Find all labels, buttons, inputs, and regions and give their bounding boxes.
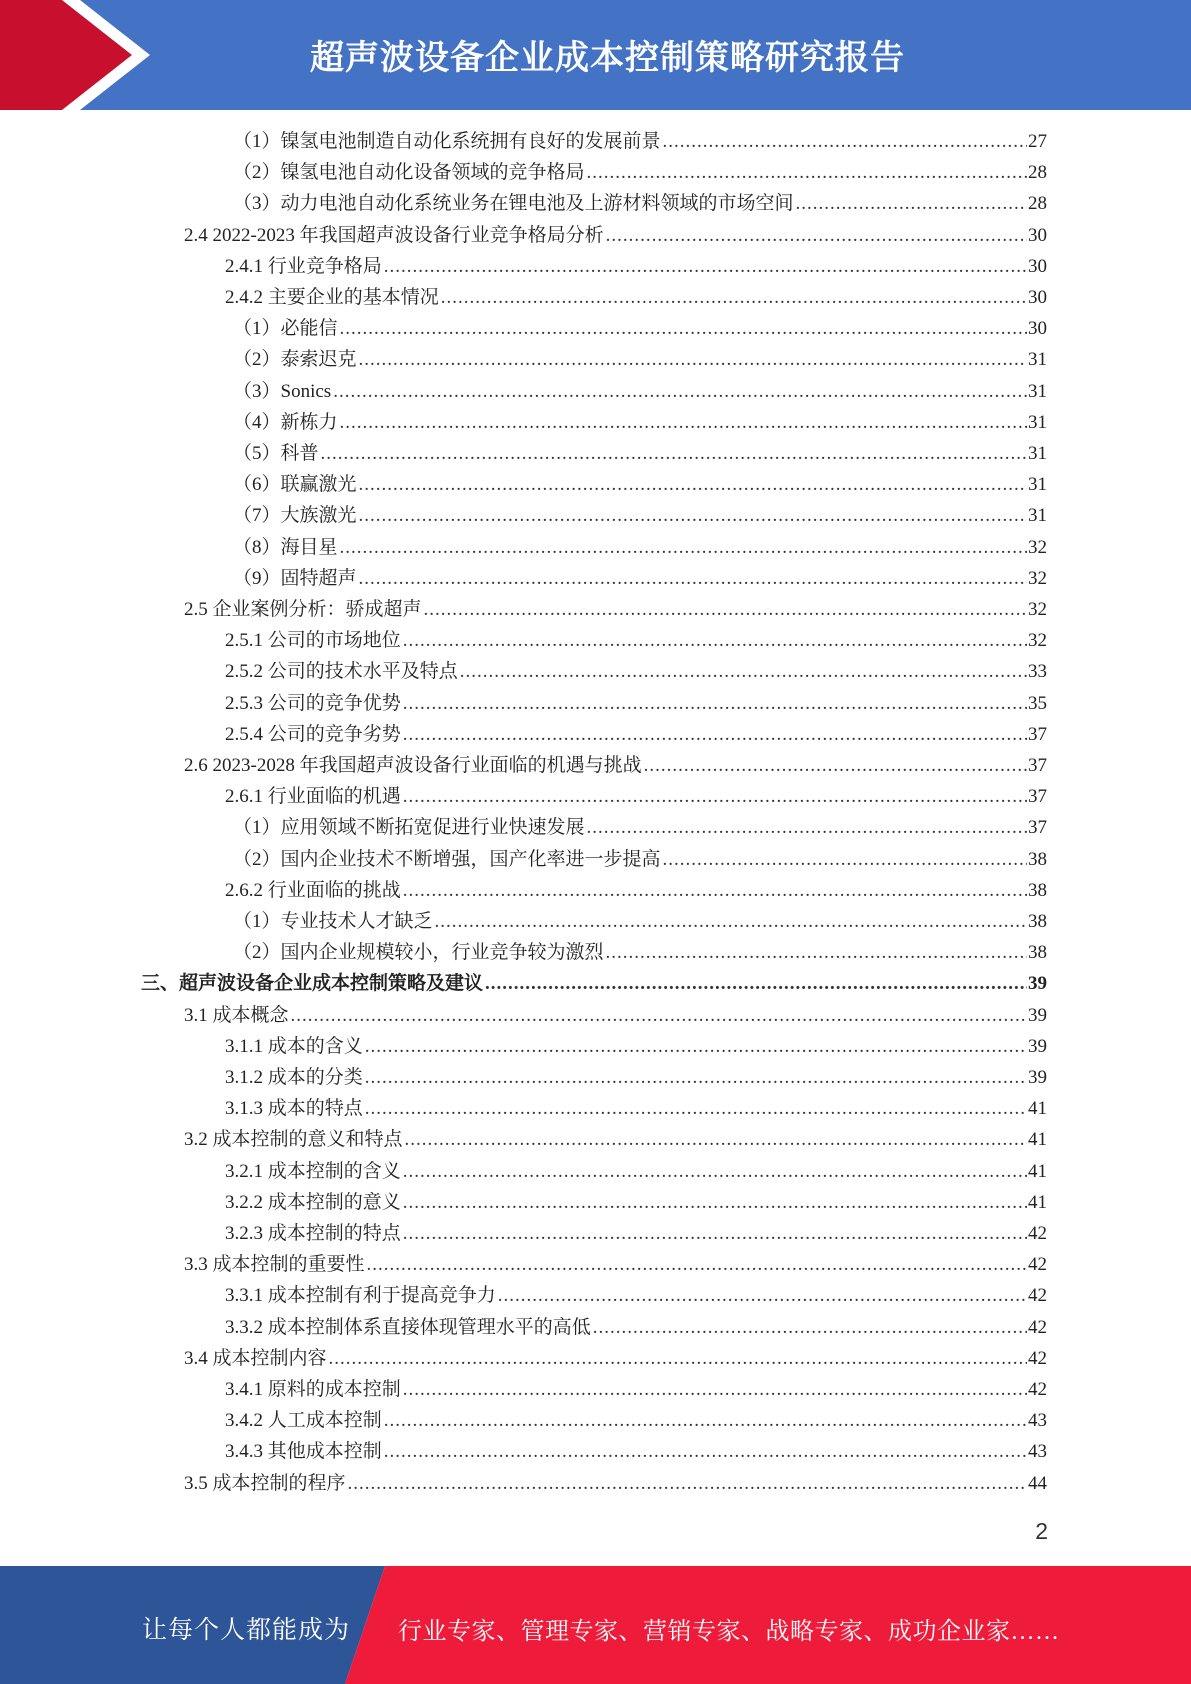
toc-leader-dots [460,656,1027,687]
toc-entry-page: 33 [1028,661,1047,682]
toc-entry-title: （1）专业技术人才缺乏 [233,911,433,932]
toc-leader-dots [663,844,1027,875]
toc-leader-dots [333,376,1027,407]
header-banner [0,0,1191,110]
toc-entry-title: 2.4.2 主要企业的基本情况 [225,287,439,308]
toc-entry-page: 41 [1028,1129,1047,1150]
toc-entry-page: 31 [1028,381,1047,402]
toc-entry[interactable] [233,313,1047,344]
toc-entry[interactable] [184,1249,1047,1280]
toc-leader-dots [405,1124,1027,1155]
toc-leader-dots [340,313,1027,344]
toc-entry-page: 42 [1028,1285,1047,1306]
toc-entry-title: 3.4 成本控制内容 [184,1348,327,1369]
toc-entry-page: 42 [1028,1317,1047,1338]
toc-leader-dots [340,407,1027,438]
toc-entry-page: 28 [1028,162,1047,183]
toc-entry-page: 31 [1028,443,1047,464]
toc-leader-dots [348,1468,1027,1499]
toc-entry[interactable] [225,1156,1047,1187]
toc-entry-page: 39 [1028,973,1047,994]
toc-entry-page: 41 [1028,1161,1047,1182]
toc-entry-title: 3.3.2 成本控制体系直接体现管理水平的高低 [225,1317,591,1338]
toc-entry[interactable] [184,1124,1047,1155]
toc-leader-dots [644,750,1027,781]
toc-entry-page: 42 [1028,1223,1047,1244]
toc-entry-page: 31 [1028,474,1047,495]
toc-entry-page: 37 [1028,724,1047,745]
toc-entry-page: 42 [1028,1348,1047,1369]
toc-entry-page: 43 [1028,1410,1047,1431]
toc-leader-dots [365,1062,1027,1093]
toc-entry[interactable] [225,1405,1047,1436]
toc-entry[interactable] [233,532,1047,563]
toc-leader-dots [291,1000,1027,1031]
toc-entry-page: 37 [1028,786,1047,807]
toc-entry-page: 38 [1028,849,1047,870]
toc-entry[interactable] [225,251,1047,282]
toc-entry-page: 44 [1028,1473,1047,1494]
toc-leader-dots [403,688,1027,719]
toc-entry-title: 3.4.2 人工成本控制 [225,1410,382,1431]
toc-entry[interactable] [184,1343,1047,1374]
toc-entry-page: 30 [1028,318,1047,339]
toc-leader-dots [403,1374,1027,1405]
toc-entry-title: （2）国内企业技术不断增强，国产化率进一步提高 [233,849,661,870]
toc-leader-dots [435,906,1027,937]
toc-entry-title: 2.5 企业案例分析：骄成超声 [184,599,422,620]
toc-leader-dots [403,875,1027,906]
toc-entry-page: 31 [1028,505,1047,526]
toc-entry[interactable] [233,188,1047,219]
toc-entry[interactable] [184,594,1047,625]
toc-entry-title: 3.4.1 原料的成本控制 [225,1379,401,1400]
toc-entry[interactable] [233,344,1047,375]
toc-entry[interactable] [225,1187,1047,1218]
toc-entry-page: 43 [1028,1441,1047,1462]
toc-leader-dots [321,438,1027,469]
toc-leader-dots [663,126,1027,157]
toc-entry-title: （4）新栋力 [233,412,338,433]
toc-entry[interactable] [225,1374,1047,1405]
toc-leader-dots [587,157,1027,188]
toc-entry-page: 37 [1028,817,1047,838]
toc-leader-dots [593,1312,1027,1343]
footer-banner [0,1566,1191,1684]
toc-leader-dots [606,937,1027,968]
toc-leader-dots [359,344,1027,375]
toc-entry-page: 28 [1028,193,1047,214]
toc-leader-dots [587,812,1027,843]
toc-leader-dots [498,1280,1027,1311]
toc-leader-dots [359,469,1027,500]
toc-entry-page: 37 [1028,755,1047,776]
toc-entry-page: 35 [1028,693,1047,714]
toc-entry[interactable] [225,625,1047,656]
toc-entry-page: 30 [1028,256,1047,277]
toc-entry-title: （9）固特超声 [233,568,357,589]
toc-entry[interactable] [225,1093,1047,1124]
report-title: 超声波设备企业成本控制策略研究报告 [310,38,905,78]
toc-entry-page: 38 [1028,911,1047,932]
toc-entry-title: 3.4.3 其他成本控制 [225,1441,382,1462]
toc-entry-title: 2.4.1 行业竞争格局 [225,256,382,277]
toc-entry-page: 39 [1028,1005,1047,1026]
toc-entry[interactable] [233,126,1047,157]
toc-entry[interactable] [141,968,1047,999]
toc-entry-title: 2.6.1 行业面临的机遇 [225,786,401,807]
toc-entry-title: 2.5.3 公司的竞争优势 [225,693,401,714]
toc-entry-page: 30 [1028,287,1047,308]
toc-entry-page: 41 [1028,1192,1047,1213]
toc-leader-dots [403,625,1027,656]
toc-entry-title: 3.5 成本控制的程序 [184,1473,346,1494]
toc-leader-dots [606,220,1027,251]
toc-entry[interactable] [225,1436,1047,1467]
toc-entry[interactable] [184,750,1047,781]
toc-entry[interactable] [233,157,1047,188]
toc-leader-dots [384,1436,1027,1467]
toc-leader-dots [329,1343,1027,1374]
toc-entry-title: 3.1.1 成本的含义 [225,1036,363,1057]
toc-entry-title: （1）镍氢电池制造自动化系统拥有良好的发展前景 [233,131,661,152]
toc-entry[interactable] [233,937,1047,968]
toc-entry-title: 3.2.3 成本控制的特点 [225,1223,401,1244]
toc-leader-dots [403,781,1027,812]
toc-entry[interactable] [225,781,1047,812]
footer-slogan-left: 让每个人都能成为 [142,1617,351,1644]
toc-entry-page: 32 [1028,537,1047,558]
toc-entry-page: 39 [1028,1067,1047,1088]
toc-leader-dots [384,251,1027,282]
toc-leader-dots [365,1031,1027,1062]
toc-entry-page: 38 [1028,942,1047,963]
toc-leader-dots [340,532,1027,563]
toc-entry[interactable] [225,1031,1047,1062]
toc-entry[interactable] [225,688,1047,719]
toc-entry-page: 32 [1028,599,1047,620]
toc-entry-title: 3.3 成本控制的重要性 [184,1254,365,1275]
toc-entry[interactable] [184,1468,1047,1499]
toc-entry-page: 31 [1028,412,1047,433]
toc-entry[interactable] [225,656,1047,687]
toc-entry-page: 42 [1028,1379,1047,1400]
toc-leader-dots [359,563,1027,594]
toc-entry[interactable] [233,376,1047,407]
toc-entry-title: （3）Sonics [233,381,332,402]
toc-entry-title: 2.4 2022-2023 年我国超声波设备行业竞争格局分析 [184,225,604,246]
toc-leader-dots [424,594,1027,625]
toc-entry-title: （1）应用领域不断拓宽促进行业快速发展 [233,817,585,838]
toc-leader-dots [403,1156,1027,1187]
toc-leader-dots [367,1249,1027,1280]
toc-entry-title: （2）镍氢电池自动化设备领域的竞争格局 [233,162,585,183]
toc-leader-dots [365,1093,1027,1124]
toc-entry-title: （2）泰索迟克 [233,349,357,370]
toc-entry-title: 3.2.2 成本控制的意义 [225,1192,401,1213]
toc-entry[interactable] [225,1218,1047,1249]
toc-leader-dots [403,1187,1027,1218]
toc-entry[interactable] [233,844,1047,875]
toc-leader-dots [359,500,1027,531]
toc-entry-page: 42 [1028,1254,1047,1275]
toc-entry-title: 2.5.1 公司的市场地位 [225,630,401,651]
toc-entry-title: 2.6.2 行业面临的挑战 [225,880,401,901]
toc-entry[interactable] [225,1280,1047,1311]
toc-entry[interactable] [225,1312,1047,1343]
toc-entry[interactable] [225,282,1047,313]
toc-entry-title: （7）大族激光 [233,505,357,526]
toc-leader-dots [403,1218,1027,1249]
toc-entry[interactable] [233,906,1047,937]
toc-entry[interactable] [233,469,1047,500]
toc-entry[interactable] [184,1000,1047,1031]
toc-entry[interactable] [225,719,1047,750]
toc-leader-dots [485,968,1027,999]
toc-entry-title: 2.5.4 公司的竞争劣势 [225,724,401,745]
toc-entry-title: （1）必能信 [233,318,338,339]
toc-entry-title: 3.3.1 成本控制有利于提高竞争力 [225,1285,496,1306]
toc-entry[interactable] [225,1062,1047,1093]
toc-entry-title: 3.1.2 成本的分类 [225,1067,363,1088]
toc-entry-page: 31 [1028,349,1047,370]
toc-entry-page: 30 [1028,225,1047,246]
toc-entry-title: （6）联赢激光 [233,474,357,495]
page-number: 2 [1035,1518,1048,1544]
toc-entry-title: 3.2.1 成本控制的含义 [225,1161,401,1182]
toc-entry-title: 3.1 成本概念 [184,1005,289,1026]
toc-entry[interactable] [233,500,1047,531]
toc-entry-page: 32 [1028,630,1047,651]
toc-entry-title: 2.6 2023-2028 年我国超声波设备行业面临的机遇与挑战 [184,755,642,776]
toc-entry-page: 41 [1028,1098,1047,1119]
toc-leader-dots [384,1405,1027,1436]
toc-leader-dots [441,282,1027,313]
footer-slogan-right: 行业专家、管理专家、营销专家、战略专家、成功企业家…… [398,1619,1060,1645]
toc-entry-title: 3.2 成本控制的意义和特点 [184,1129,403,1150]
toc-entry[interactable] [184,220,1047,251]
toc-entry-page: 38 [1028,880,1047,901]
toc-entry-page: 39 [1028,1036,1047,1057]
toc-entry[interactable] [225,875,1047,906]
toc-entry-title: （2）国内企业规模较小，行业竞争较为激烈 [233,942,604,963]
toc-entry-title: （3）动力电池自动化系统业务在锂电池及上游材料领域的市场空间 [233,193,794,214]
toc-entry-title: 3.1.3 成本的特点 [225,1098,363,1119]
toc-entry-title: 三、超声波设备企业成本控制策略及建议 [141,973,484,994]
toc-entry-page: 27 [1028,131,1047,152]
toc-entry-title: （8）海目星 [233,537,338,558]
toc-entry[interactable] [233,438,1047,469]
toc-entry[interactable] [233,407,1047,438]
toc-entry[interactable] [233,563,1047,594]
toc-entry-title: 2.5.2 公司的技术水平及特点 [225,661,458,682]
toc-leader-dots [796,188,1027,219]
toc-entry-title: （5）科普 [233,443,319,464]
toc-entry-page: 32 [1028,568,1047,589]
toc-entry[interactable] [233,812,1047,843]
toc-leader-dots [403,719,1027,750]
